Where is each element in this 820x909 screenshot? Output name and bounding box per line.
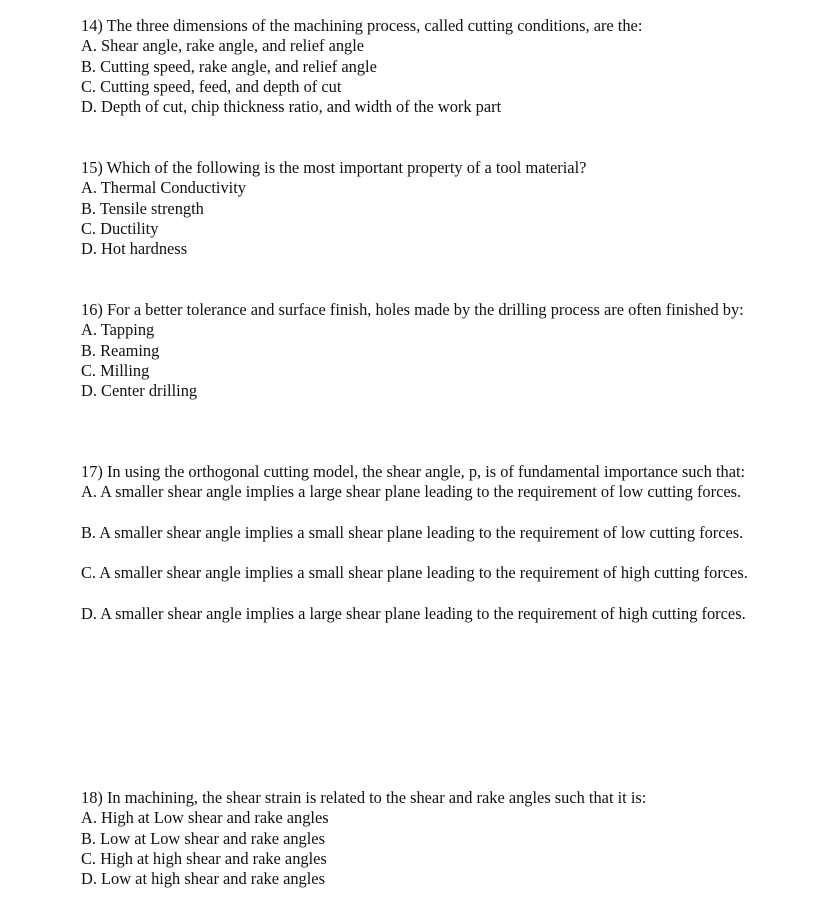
- question-16-option-a: A. Tapping: [81, 320, 155, 340]
- question-18-text: 18) In machining, the shear strain is related to the shear and rake angles such that it is:: [81, 788, 647, 807]
- question-18-option-b: B. Low at Low shear and rake angles: [81, 828, 325, 848]
- question-18-option-a: A. High at Low shear and rake angles: [81, 808, 329, 828]
- question-16-text: 16) For a better tolerance and surface finish, holes made by the drilling process are often finished by:: [81, 300, 744, 319]
- question-15-text: 15) Which of the following is the most important property of a tool material?: [81, 158, 587, 177]
- question-14-option-d: D. Depth of cut, chip thickness ratio, and width of the work part: [81, 97, 502, 117]
- question-14: [81, 16, 781, 117]
- question-15-option-c: C. Ductility: [81, 218, 159, 238]
- question-16: [81, 300, 781, 401]
- question-14-option-b: B. Cutting speed, rake angle, and relief angle: [81, 56, 377, 76]
- question-17-option-c: C. A smaller shear angle implies a small shear plane leading to the requirement of high cutting forces.: [81, 563, 748, 583]
- question-17-option-b: B. A smaller shear angle implies a small shear plane leading to the requirement of low cutting forces.: [81, 522, 744, 542]
- question-18-option-c: C. High at high shear and rake angles: [81, 848, 327, 868]
- question-17: [81, 462, 771, 624]
- question-18: [81, 788, 781, 889]
- question-15: [81, 158, 781, 259]
- question-18-option-d: D. Low at high shear and rake angles: [81, 869, 325, 889]
- question-16-option-c: C. Milling: [81, 360, 150, 380]
- question-15-option-b: B. Tensile strength: [81, 198, 204, 218]
- question-17-text: 17) In using the orthogonal cutting model, the shear angle, p, is of fundamental importance such that:: [81, 462, 746, 481]
- question-17-option-a: A. A smaller shear angle implies a large shear plane leading to the requirement of low cutting forces.: [81, 482, 742, 502]
- question-14-text: 14) The three dimensions of the machining process, called cutting conditions, are the:: [81, 16, 643, 35]
- question-17-option-d: D. A smaller shear angle implies a large shear plane leading to the requirement of high cutting forces.: [81, 604, 746, 624]
- question-15-option-d: D. Hot hardness: [81, 239, 188, 259]
- question-16-option-d: D. Center drilling: [81, 381, 198, 401]
- question-15-option-a: A. Thermal Conductivity: [81, 178, 246, 198]
- question-16-option-b: B. Reaming: [81, 340, 160, 360]
- question-14-option-c: C. Cutting speed, feed, and depth of cut: [81, 76, 342, 96]
- question-14-option-a: A. Shear angle, rake angle, and relief angle: [81, 36, 365, 56]
